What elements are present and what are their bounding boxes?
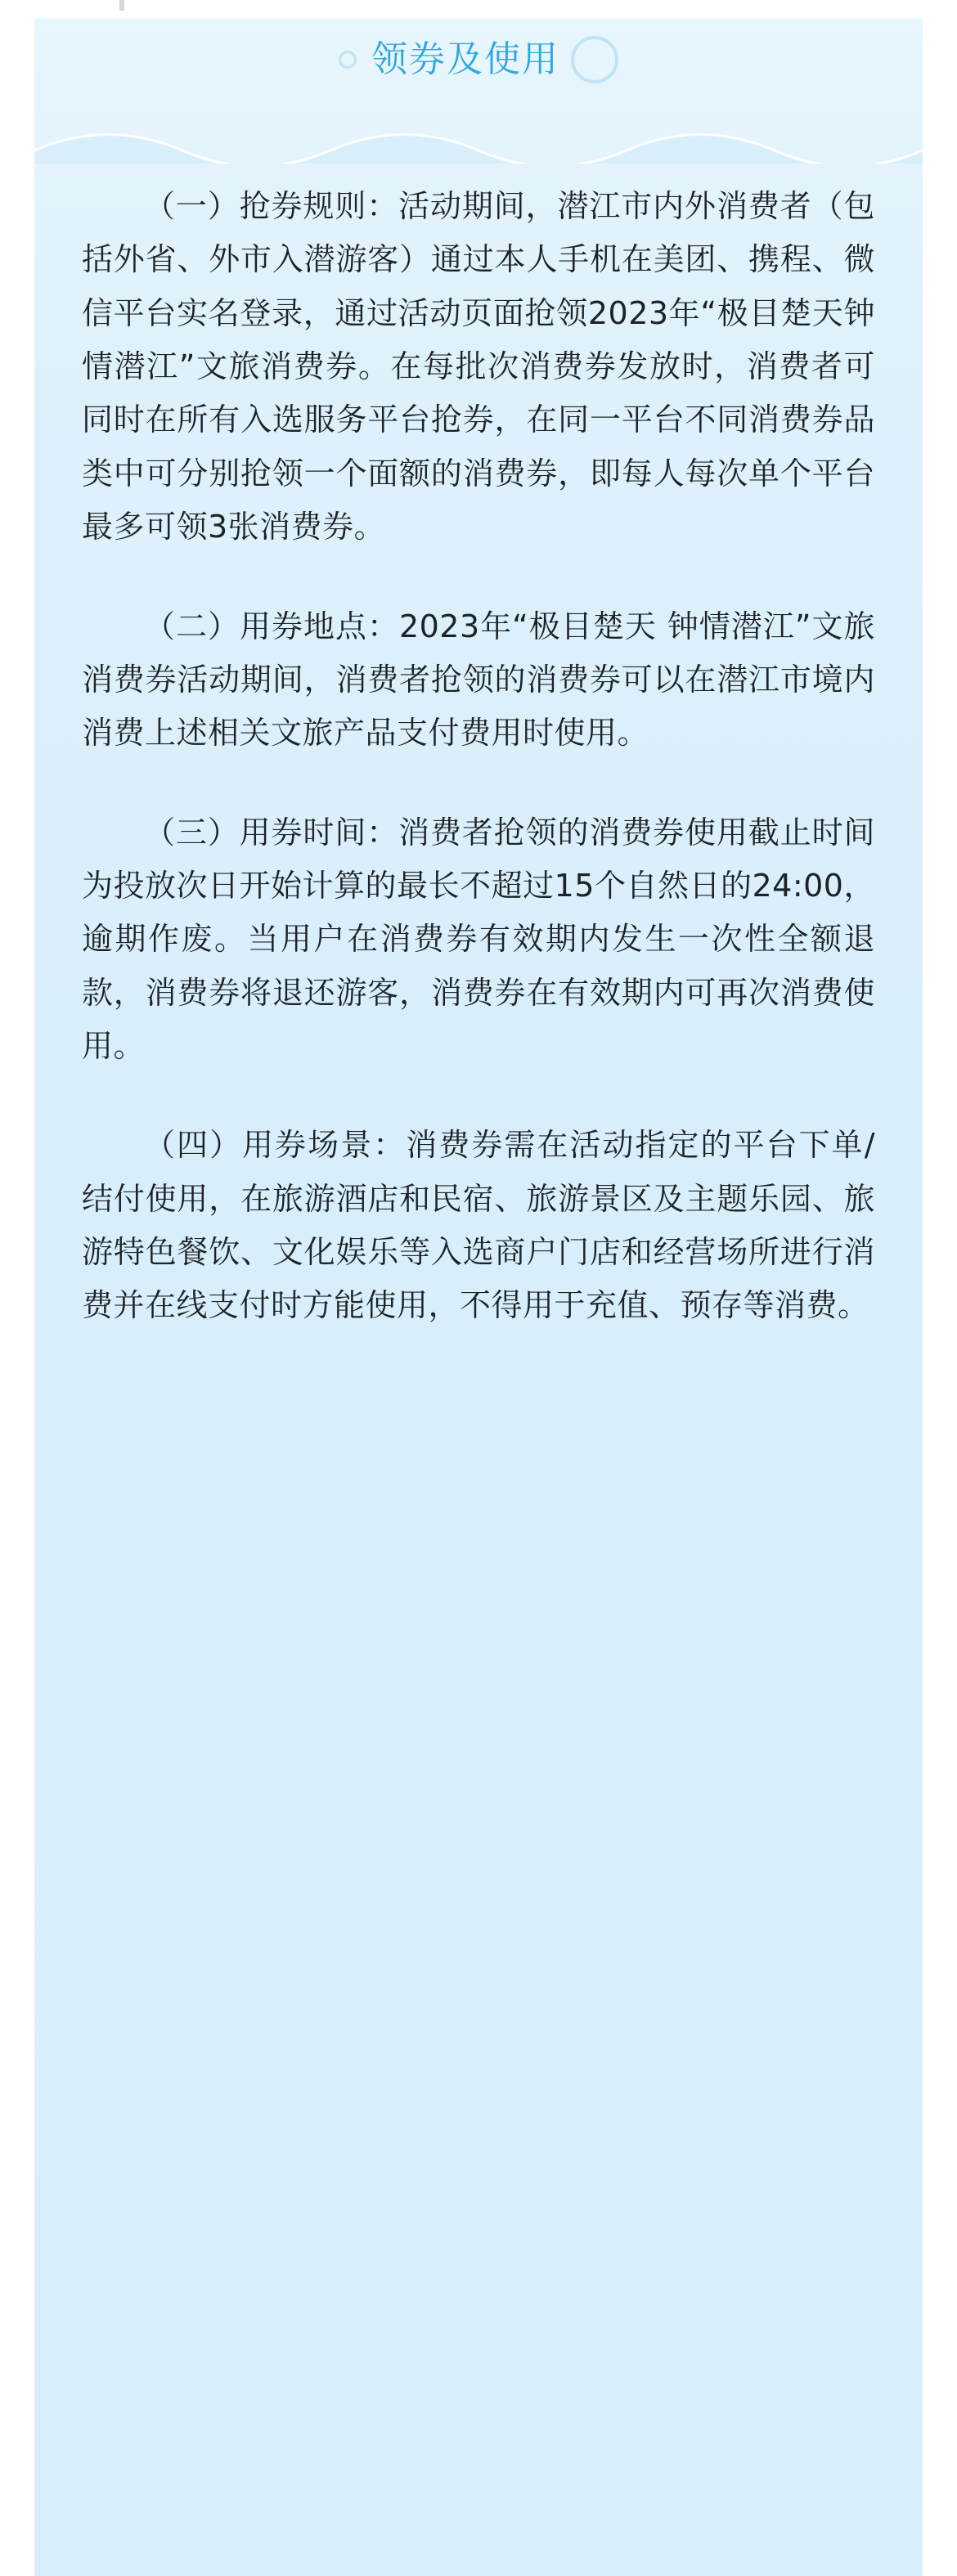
content-panel xyxy=(34,0,923,2576)
status-mark xyxy=(119,0,124,11)
top-white-strip xyxy=(0,0,957,18)
paragraph-rules: （一）抢券规则：活动期间，潜江市内外消费者（包括外省、外市入潜游客）通过本人手机在美团、携程、微信平台实名登录，通过活动页面抢领2023年“极目楚天钟情潜江”文旅消费券。在每批次消费券发放时，消费者可同时在所有入选服务平台抢券，在同一平台不同消费券品类中可分别抢领一个面额的消费券，即每人每次单个平台最多可领3张消费券。 xyxy=(82,188,875,545)
circle-outline-icon xyxy=(339,51,357,69)
section-header xyxy=(34,0,923,131)
wave-divider xyxy=(34,126,923,164)
paragraph-location: （二）用券地点：2023年“极目楚天 钟情潜江”文旅消费券活动期间，消费者抢领的消费券可以在潜江市境内消费上述相关文旅产品支付费用时使用。 xyxy=(82,608,875,752)
circle-outline-icon xyxy=(571,36,618,83)
page-title: 领券及使用 xyxy=(371,39,559,79)
paragraph-time: （三）用券时间：消费者抢领的消费券使用截止时间为投放次日开始计算的最长不超过15个自然日的24:00，逾期作废。当用户在消费券有效期内发生一次性全额退款，消费券将退还游客，消费券在有效期内可再次消费使用。 xyxy=(82,814,875,1065)
paragraph-scene: （四）用券场景：消费券需在活动指定的平台下单/结付使用，在旅游酒店和民宿、旅游景区及主题乐园、旅游特色餐饮、文化娱乐等入选商户门店和经营场所进行消费并在线支付时方能使用，不得用于充值、预存等消费。 xyxy=(82,1127,875,1324)
document-body xyxy=(34,164,923,1407)
